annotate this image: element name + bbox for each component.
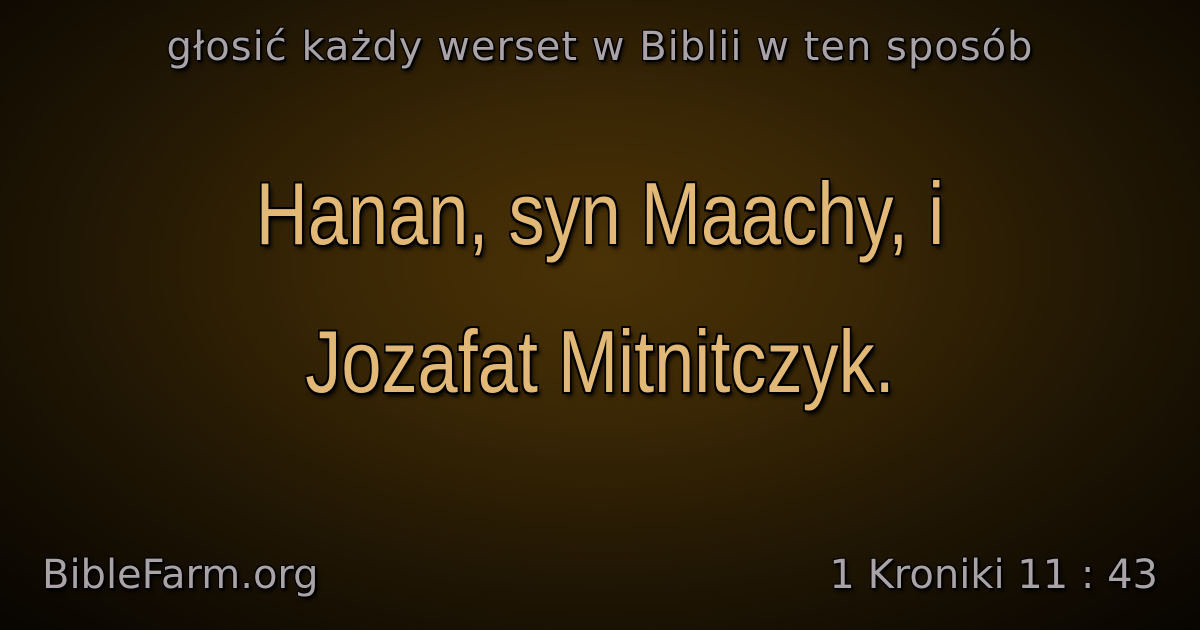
verse-line-1: Hanan, syn Maachy, i [255,164,945,263]
verse-reference: 1 Kroniki 11 : 43 [829,552,1158,598]
verse-line-2: Jozafat Mitnitczyk. [305,312,895,411]
tagline: głosić każdy werset w Biblii w ten sposób [166,24,1034,70]
site-name: BibleFarm.org [42,552,319,598]
verse-text [141,140,1059,436]
